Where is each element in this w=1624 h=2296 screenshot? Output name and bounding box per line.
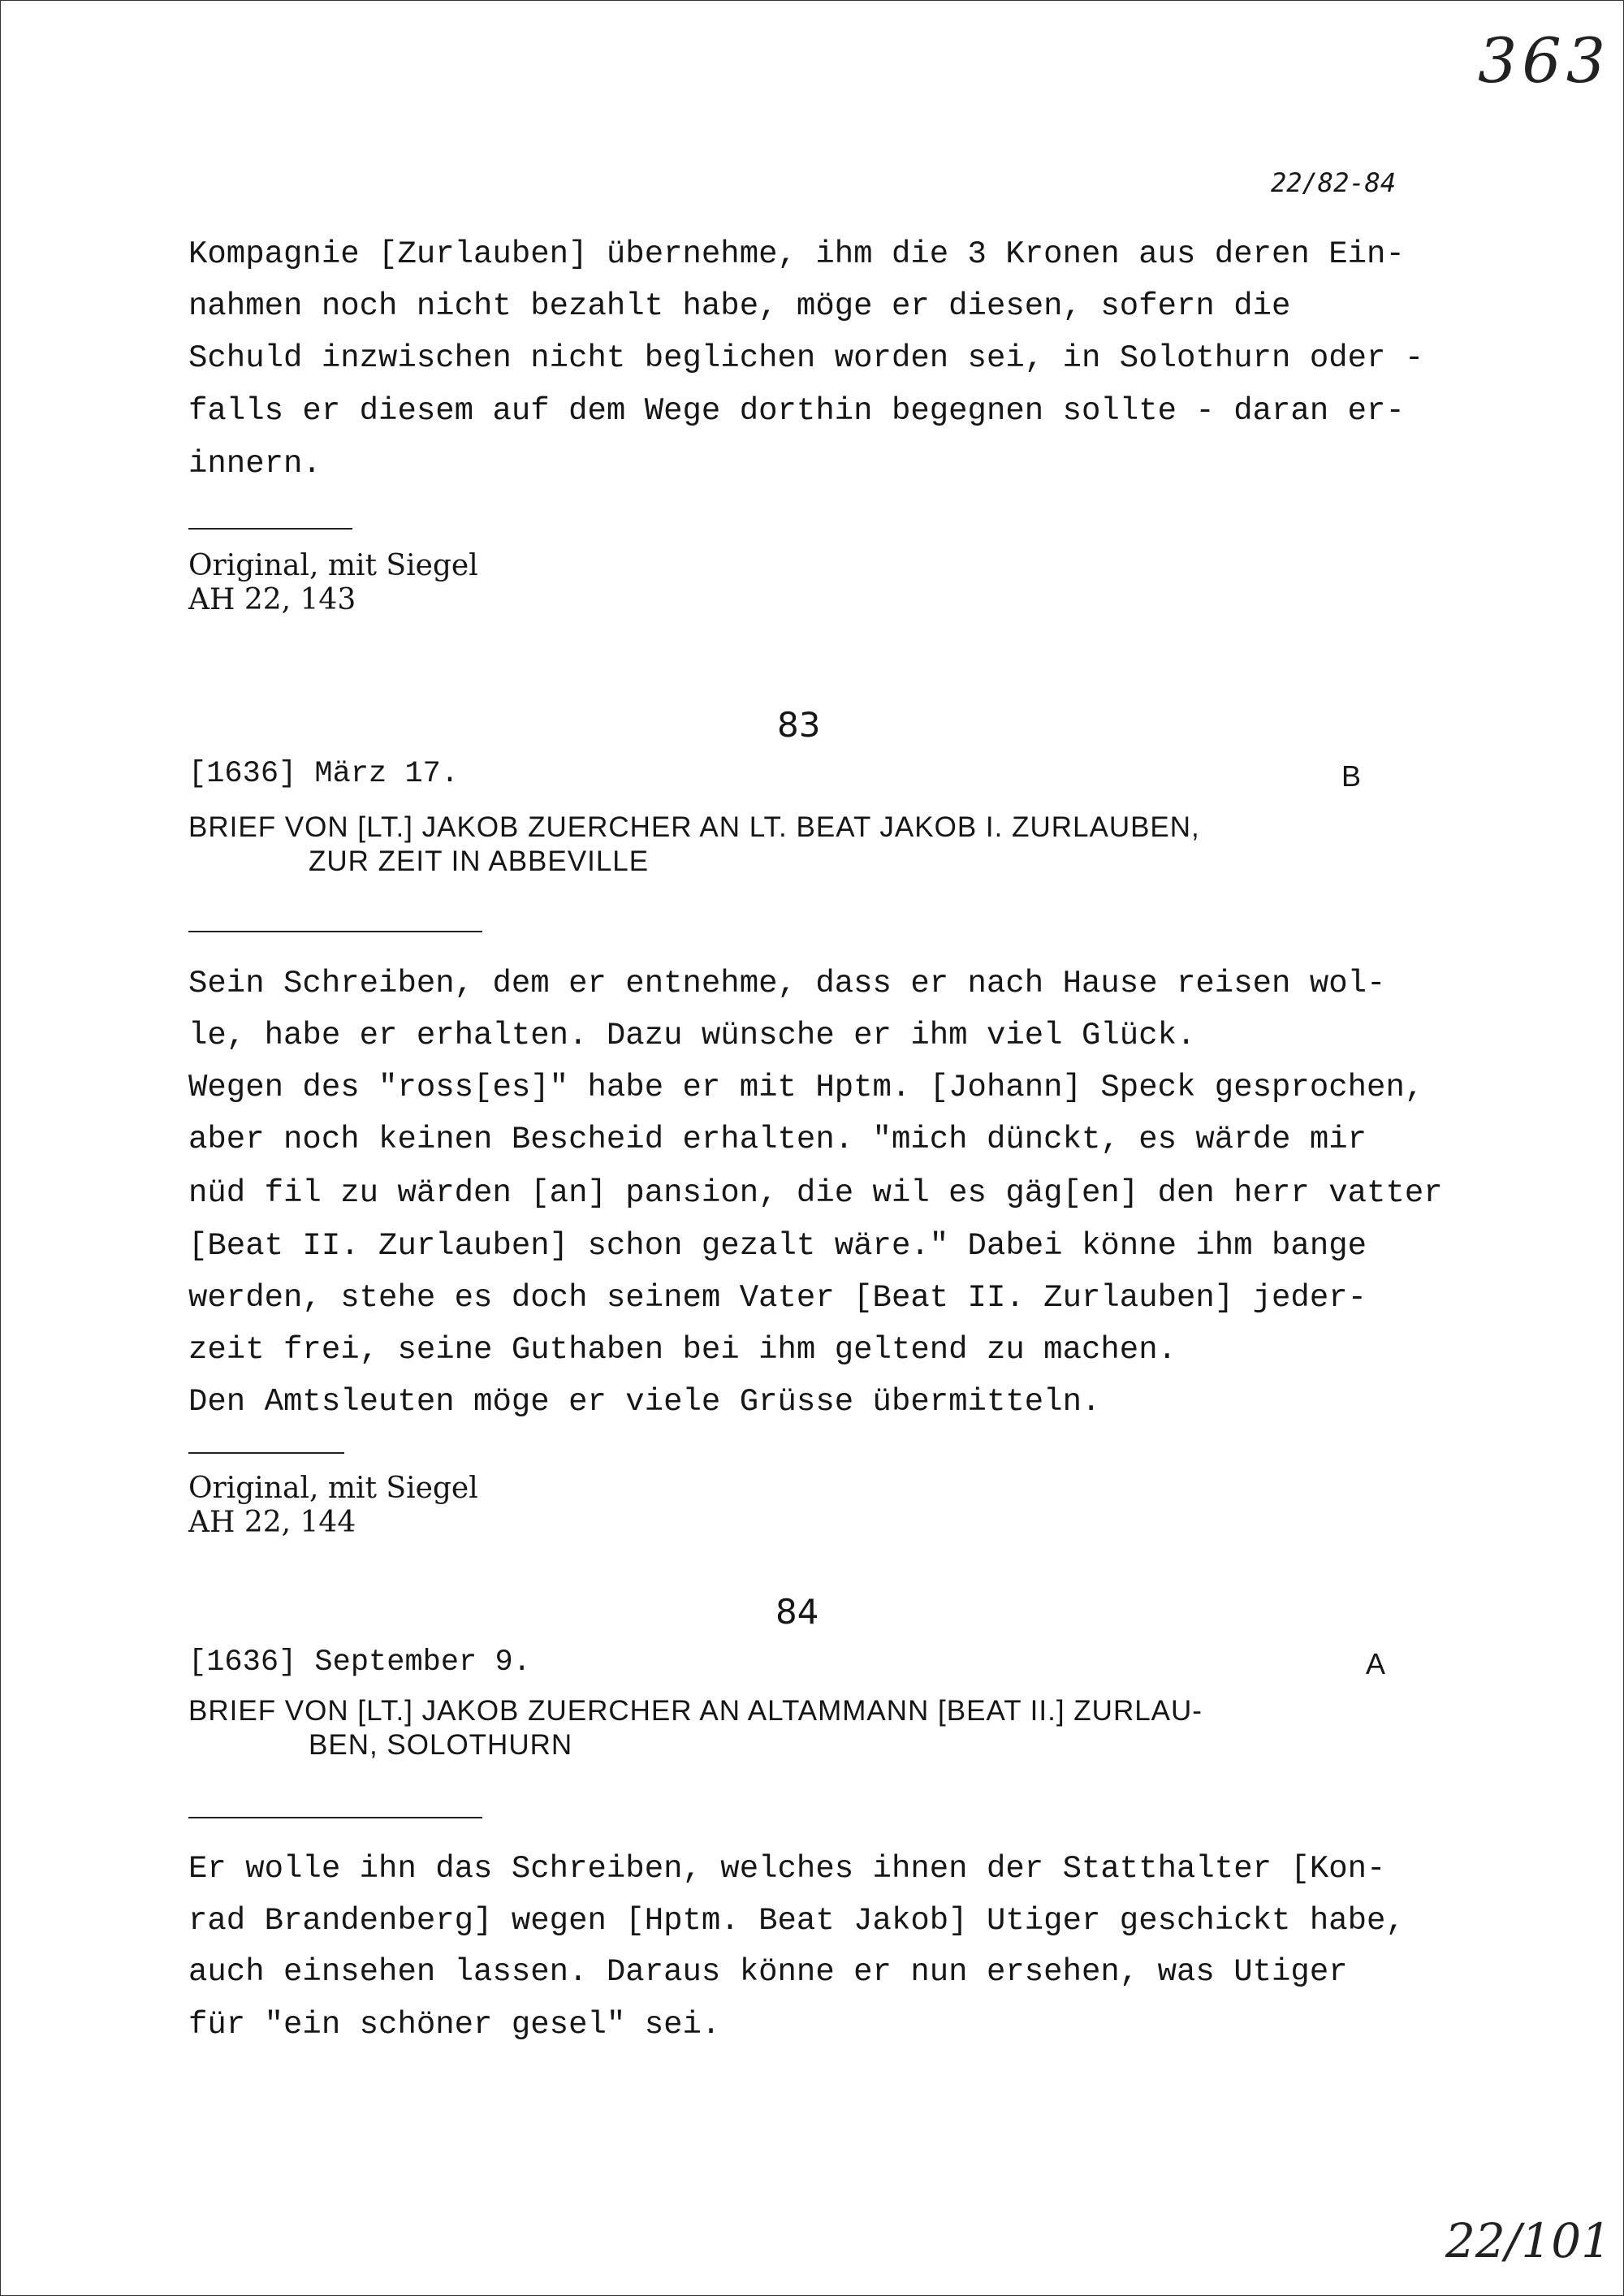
intro-line: falls er diesem auf dem Wege dorthin begegnen sollte - daran er- xyxy=(188,393,1405,429)
entry-text-line: Sein Schreiben, dem er entnehme, dass er nach Hause reisen wol- xyxy=(188,966,1386,1001)
archive-reference: AH 22, 143 xyxy=(188,583,356,616)
entry-number: 84 xyxy=(775,1592,819,1632)
intro-line: innern. xyxy=(188,446,322,482)
entry-text-line: auch einsehen lassen. Daraus könne er nun ersehen, was Utiger xyxy=(188,1954,1348,1990)
entry-number: 83 xyxy=(777,705,821,745)
section-rule xyxy=(188,1817,482,1818)
section-rule xyxy=(188,931,482,932)
entry-text-line: le, habe er erhalten. Dazu wünsche er ihm viel Glück. xyxy=(188,1018,1196,1053)
entry-text-line: rad Brandenberg] wegen [Hptm. Beat Jakob] Utiger geschickt habe, xyxy=(188,1903,1405,1939)
entry-text-line: Wegen des "ross[es]" habe er mit Hptm. [Johann] Speck gesprochen, xyxy=(188,1070,1424,1105)
source-note: Original, mit Siegel xyxy=(188,549,478,582)
entry-title: BRIEF VON [LT.] JAKOB ZUERCHER AN LT. BEAT JAKOB I. ZURLAUBEN, xyxy=(188,811,1200,843)
intro-line: nahmen noch nicht bezahlt habe, möge er diesen, sofern die xyxy=(188,288,1291,324)
entry-text-line: [Beat II. Zurlauben] schon gezalt wäre." Dabei könne ihm bange xyxy=(188,1228,1367,1264)
entry-text-line: nüd fil zu wärden [an] pansion, die wil es gäg[en] den herr vatter xyxy=(188,1175,1443,1211)
entry-letter: B xyxy=(1341,759,1362,793)
source-note: Original, mit Siegel xyxy=(188,1472,478,1505)
entry-text-line: Den Amtsleuten möge er viele Grüsse übermitteln. xyxy=(188,1384,1101,1420)
entry-text-line: für "ein schöner gesel" sei. xyxy=(188,2007,721,2043)
page-number: 363 xyxy=(1478,24,1611,97)
entry-date: [1636] September 9. xyxy=(188,1645,531,1680)
entry-title: ZUR ZEIT IN ABBEVILLE xyxy=(309,845,650,877)
entry-text-line: zeit frei, seine Guthaben bei ihm geltend zu machen. xyxy=(188,1332,1177,1368)
intro-line: Kompagnie [Zurlauben] übernehme, ihm die 3 Kronen aus deren Ein- xyxy=(188,236,1405,272)
entry-text-line: Er wolle ihn das Schreiben, welches ihnen der Statthalter [Kon- xyxy=(188,1851,1386,1887)
archive-mark: 22/101 xyxy=(1445,2213,1612,2268)
entry-title: BEN, SOLOTHURN xyxy=(309,1729,573,1761)
intro-line: Schuld inzwischen nicht beglichen worden sei, in Solothurn oder - xyxy=(188,340,1424,376)
section-rule xyxy=(188,1452,344,1454)
entry-letter: A xyxy=(1366,1647,1386,1680)
reference-code: 22/82-84 xyxy=(1271,167,1397,198)
entry-text-line: werden, stehe es doch seinem Vater [Beat II. Zurlauben] jeder- xyxy=(188,1280,1367,1316)
archive-reference: AH 22, 144 xyxy=(188,1506,356,1539)
section-rule xyxy=(188,528,352,530)
entry-title: BRIEF VON [LT.] JAKOB ZUERCHER AN ALTAMMANN [BEAT II.] ZURLAU- xyxy=(188,1695,1203,1727)
entry-date: [1636] März 17. xyxy=(188,757,460,791)
entry-text-line: aber noch keinen Bescheid erhalten. "mich dünckt, es wärde mir xyxy=(188,1122,1367,1157)
